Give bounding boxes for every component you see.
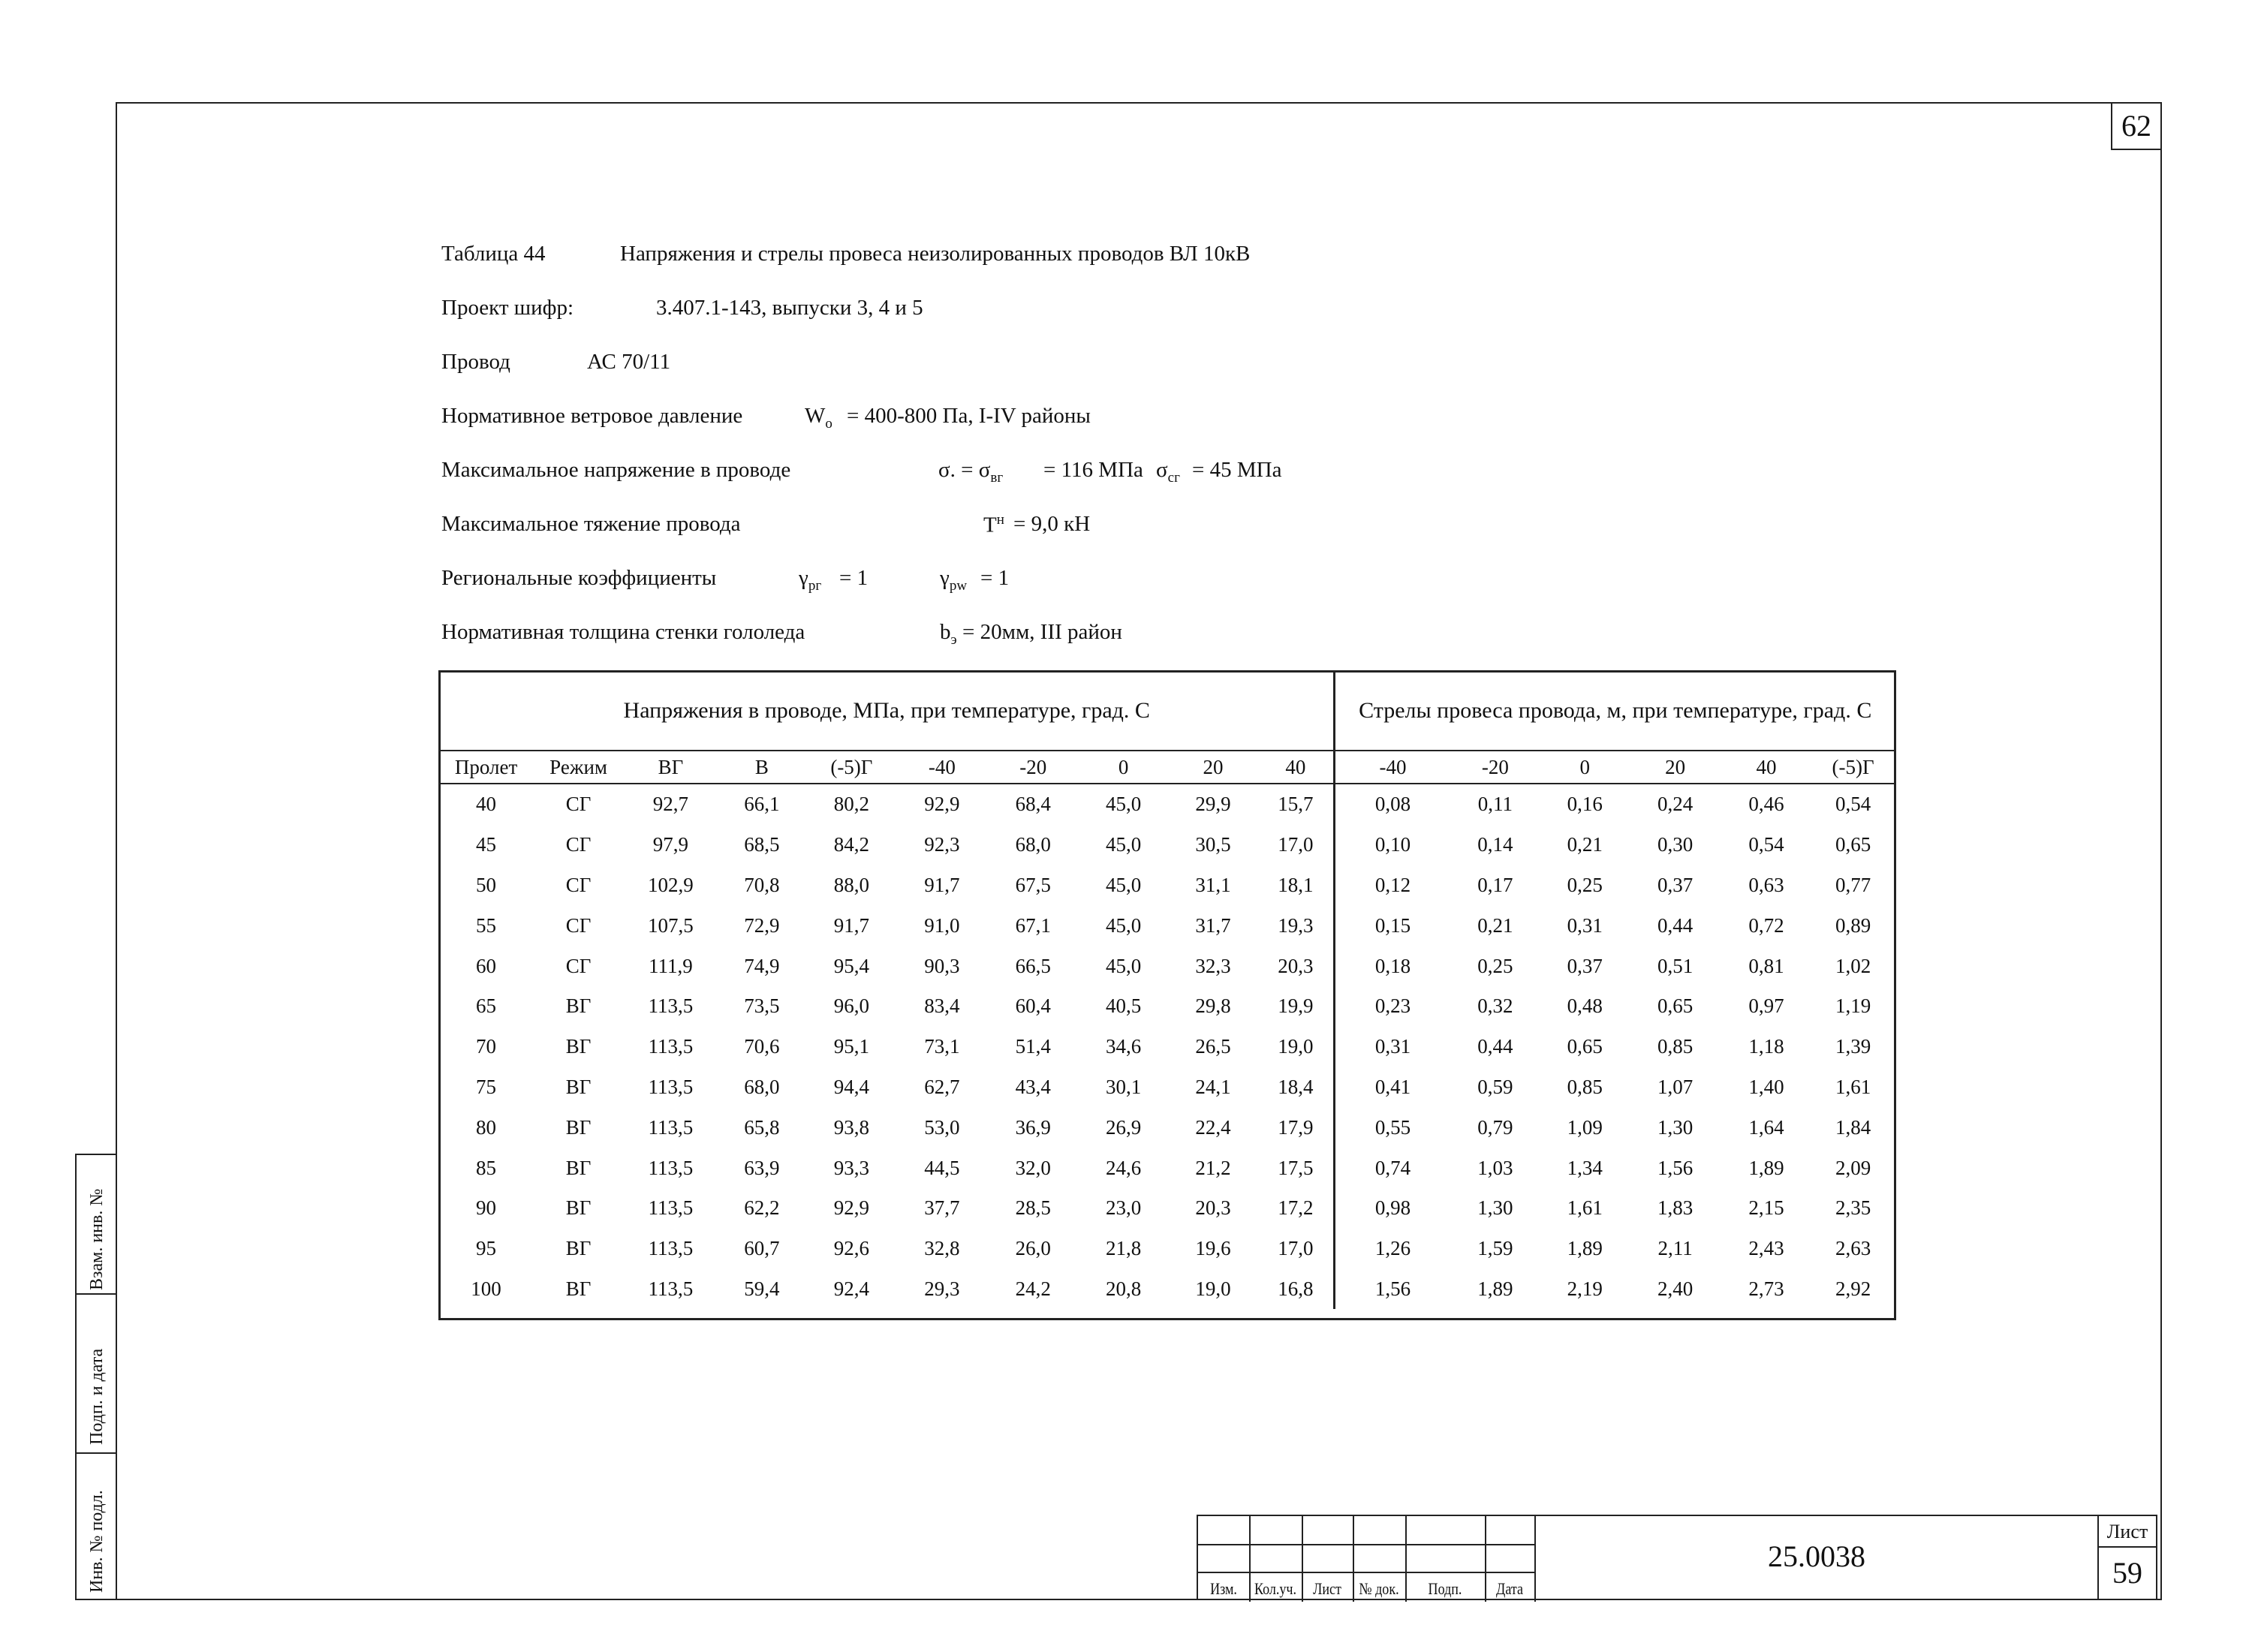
table-cell: 73,1 — [924, 1035, 960, 1058]
table-number: Таблица 44 — [441, 242, 546, 266]
table-cell: 0,59 — [1477, 1075, 1513, 1098]
table-cell: 92,6 — [833, 1237, 869, 1260]
table-cell: 0,30 — [1657, 833, 1694, 856]
table-cell: 40 — [476, 793, 497, 816]
table-cell: 60,4 — [1015, 995, 1051, 1018]
table-cell: 24,2 — [1015, 1277, 1051, 1300]
stamp-label-sign: Подп. — [1428, 1579, 1462, 1598]
table-cell: 113,5 — [648, 1196, 694, 1220]
table-cell: 0,37 — [1567, 954, 1603, 977]
table-cell: 0,14 — [1477, 833, 1513, 856]
table-cell: 0,08 — [1374, 793, 1411, 816]
sheet-number: 59 — [2112, 1556, 2142, 1590]
stamp-label-date: Дата — [1496, 1579, 1523, 1598]
table-row — [440, 1107, 1895, 1148]
table-cell: 85 — [476, 1156, 497, 1179]
table-cell: 66,1 — [744, 793, 780, 816]
column-header: (-5)Г — [807, 751, 896, 784]
table-cell: 43,4 — [1015, 1075, 1051, 1098]
table-cell: 0,74 — [1374, 1156, 1411, 1179]
table-cell: 67,1 — [1015, 913, 1051, 937]
table-cell: 0,31 — [1374, 1035, 1411, 1058]
table-cell: 19,0 — [1257, 1027, 1335, 1067]
table-cell: 113,5 — [648, 1115, 694, 1139]
table-cell: 1,40 — [1748, 1075, 1784, 1098]
tension-value: = 9,0 кН — [1013, 512, 1091, 536]
table-row — [440, 986, 1895, 1027]
ice-symbol: $b_э$ — [940, 620, 957, 648]
table-cell: 16,8 — [1257, 1269, 1335, 1310]
table-cell: 23,0 — [1105, 1196, 1142, 1220]
table-cell: 1,61 — [1835, 1075, 1871, 1098]
table-cell: 20,3 — [1257, 946, 1335, 986]
coef-value-2: = 1 — [980, 566, 1010, 590]
table-cell: 0,21 — [1567, 833, 1603, 856]
table-cell: 19,6 — [1195, 1237, 1231, 1260]
table-cell: 0,32 — [1477, 995, 1513, 1018]
table-cell: 96,0 — [833, 995, 869, 1018]
wind-value: = 400-800 Па, I-IV районы — [847, 404, 1091, 428]
table-cell: 1,59 — [1477, 1237, 1513, 1260]
table-cell: 63,9 — [744, 1156, 780, 1179]
table-cell: 75 — [476, 1075, 497, 1098]
table-cell: 1,64 — [1748, 1115, 1784, 1139]
table-cell: 90 — [476, 1196, 497, 1220]
ice-label: Нормативная толщина стенки гололеда — [441, 620, 805, 644]
table-cell: ВГ — [565, 1075, 592, 1098]
table-cell: 17,2 — [1257, 1188, 1335, 1229]
table-cell: 68,4 — [1015, 793, 1051, 816]
table-cell: 17,0 — [1257, 825, 1335, 865]
table-cell: 2,63 — [1835, 1237, 1871, 1260]
table-cell: 0,97 — [1748, 995, 1784, 1018]
table-cell: ВГ — [565, 995, 592, 1018]
table-cell: 0,54 — [1835, 793, 1871, 816]
table-cell: 2,15 — [1748, 1196, 1784, 1220]
table-cell: СГ — [565, 913, 592, 937]
column-header: В — [717, 751, 807, 784]
table-cell: 0,37 — [1657, 873, 1694, 896]
coef-value-1: = 1 — [839, 566, 869, 590]
table-cell: 0,85 — [1657, 1035, 1694, 1058]
table-cell: 2,43 — [1748, 1237, 1784, 1260]
table-cell: 24,6 — [1105, 1156, 1142, 1179]
wind-label: Нормативное ветровое давление — [441, 404, 743, 428]
table-cell: 92,4 — [833, 1277, 869, 1300]
table-cell: 45,0 — [1105, 873, 1142, 896]
table-cell: 0,15 — [1374, 913, 1411, 937]
table-cell: 55 — [476, 913, 497, 937]
table-cell: 30,1 — [1105, 1075, 1142, 1098]
table-cell: 1,07 — [1657, 1075, 1694, 1098]
table-cell: 19,9 — [1257, 986, 1335, 1027]
table-cell: 90,3 — [924, 954, 960, 977]
side-label-sign: Подп. и дата — [87, 1348, 107, 1445]
table-cell: 28,5 — [1015, 1196, 1051, 1220]
table-cell: 113,5 — [648, 1075, 694, 1098]
column-header: -40 — [1335, 751, 1450, 784]
column-header: -40 — [896, 751, 988, 784]
table-cell: 29,8 — [1195, 995, 1231, 1018]
wire-label: Провод — [441, 350, 510, 374]
ice-value: = 20мм, III район — [962, 620, 1122, 644]
stress-symbol-2: $\sigma_{сг}$ — [1156, 458, 1180, 486]
data-table — [440, 672, 1895, 1309]
table-cell: 0,54 — [1748, 833, 1784, 856]
table-cell: 0,17 — [1477, 873, 1513, 896]
stress-value-2: = 45 МПа — [1192, 458, 1282, 482]
table-cell: 0,21 — [1477, 913, 1513, 937]
table-cell: 1,18 — [1748, 1035, 1784, 1058]
table-row — [440, 865, 1895, 906]
sheet-label: Лист — [2099, 1516, 2156, 1548]
table-cell: 31,1 — [1195, 873, 1231, 896]
table-cell: 68,0 — [744, 1075, 780, 1098]
table-cell: 80,2 — [833, 793, 869, 816]
table-cell: 18,1 — [1257, 865, 1335, 906]
revision-grid — [1197, 1515, 1534, 1600]
table-cell: 93,3 — [833, 1156, 869, 1179]
table-cell: 107,5 — [648, 913, 694, 937]
table-cell: СГ — [565, 954, 592, 977]
table-cell: 0,31 — [1567, 913, 1603, 937]
coef-label: Региональные коэффициенты — [441, 566, 717, 590]
table-cell: ВГ — [565, 1035, 592, 1058]
side-cell-replace — [77, 1155, 116, 1295]
side-label-inv: Инв. № подл. — [87, 1490, 107, 1593]
coef-symbol-2: $\gamma_{pw}$ — [940, 566, 968, 594]
table-cell: 1,03 — [1477, 1156, 1513, 1179]
table-cell: 0,25 — [1477, 954, 1513, 977]
table-cell: 84,2 — [833, 833, 869, 856]
table-cell: 0,44 — [1657, 913, 1694, 937]
table-cell: 1,26 — [1374, 1237, 1411, 1260]
table-cell: 95,1 — [833, 1035, 869, 1058]
table-cell: 113,5 — [648, 1156, 694, 1179]
table-cell: 2,19 — [1567, 1277, 1603, 1300]
column-header: 40 — [1721, 751, 1811, 784]
table-cell: 88,0 — [833, 873, 869, 896]
tension-symbol: $T^н$ — [983, 512, 1004, 537]
column-header: 0 — [1078, 751, 1168, 784]
table-cell: 0,41 — [1374, 1075, 1411, 1098]
table-cell: 51,4 — [1015, 1035, 1051, 1058]
table-cell: 45,0 — [1105, 793, 1142, 816]
table-cell: 92,9 — [833, 1196, 869, 1220]
table-cell: 1,56 — [1657, 1156, 1694, 1179]
title-block — [1197, 1515, 2163, 1600]
table-cell: 92,7 — [652, 793, 689, 816]
table-cell: 1,89 — [1477, 1277, 1513, 1300]
project-value: 3.407.1-143, выпуски 3, 4 и 5 — [656, 296, 923, 320]
side-label-replace: Взам. инв. № — [87, 1188, 107, 1290]
table-cell: 45,0 — [1105, 833, 1142, 856]
stress-group-header: Напряжения в проводе, МПа, при температуре, град. С — [440, 672, 1335, 751]
table-cell: 45 — [476, 833, 497, 856]
table-cell: 26,5 — [1195, 1035, 1231, 1058]
table-cell: 20,8 — [1105, 1277, 1142, 1300]
table-cell: 113,5 — [648, 1035, 694, 1058]
table-cell: СГ — [565, 833, 592, 856]
tension-label: Максимальное тяжение провода — [441, 512, 741, 536]
table-cell: 0,23 — [1374, 995, 1411, 1018]
table-cell: 34,6 — [1105, 1035, 1142, 1058]
sheet-box — [2097, 1515, 2157, 1600]
column-header: -20 — [1450, 751, 1540, 784]
column-header: 40 — [1257, 751, 1335, 784]
table-cell: 97,9 — [652, 833, 689, 856]
table-row — [440, 1269, 1895, 1310]
table-cell: 0,65 — [1657, 995, 1694, 1018]
table-cell: 2,11 — [1657, 1237, 1693, 1260]
table-row — [440, 1229, 1895, 1269]
table-cell: 0,85 — [1567, 1075, 1603, 1098]
stress-value-1: = 116 МПа — [1043, 458, 1143, 482]
table-title: Напряжения и стрелы провеса неизолированных проводов ВЛ 10кВ — [620, 242, 1251, 266]
column-header: 20 — [1629, 751, 1721, 784]
table-cell: 36,9 — [1015, 1115, 1051, 1139]
table-cell: ВГ — [565, 1277, 592, 1300]
table-cell: 30,5 — [1195, 833, 1231, 856]
table-row — [440, 946, 1895, 986]
table-row — [440, 1148, 1895, 1188]
table-cell: 1,83 — [1657, 1196, 1694, 1220]
table-cell: 19,0 — [1195, 1277, 1231, 1300]
table-cell: 29,9 — [1195, 793, 1231, 816]
column-header: ВГ — [625, 751, 717, 784]
table-cell: 0,18 — [1374, 954, 1411, 977]
table-cell: 21,8 — [1105, 1237, 1142, 1260]
stamp-label-doc: № док. — [1359, 1579, 1399, 1598]
table-cell: 1,30 — [1657, 1115, 1694, 1139]
table-row — [440, 905, 1895, 946]
table-cell: 44,5 — [924, 1156, 960, 1179]
table-row — [440, 784, 1895, 825]
table-cell: 0,48 — [1567, 995, 1603, 1018]
table-cell: ВГ — [565, 1237, 592, 1260]
stamp-label-change: Изм. — [1210, 1579, 1237, 1598]
table-cell: 0,11 — [1477, 793, 1513, 816]
table-cell: 20,3 — [1195, 1196, 1231, 1220]
table-cell: 0,98 — [1374, 1196, 1411, 1220]
table-cell: 113,5 — [648, 1277, 694, 1300]
table-cell: 2,40 — [1657, 1277, 1694, 1300]
table-cell: 0,65 — [1835, 833, 1871, 856]
table-cell: 32,8 — [924, 1237, 960, 1260]
table-cell: 2,35 — [1835, 1196, 1871, 1220]
table-cell: 1,30 — [1477, 1196, 1513, 1220]
table-cell: ВГ — [565, 1115, 592, 1139]
table-cell: 95,4 — [833, 954, 869, 977]
table-cell: 62,7 — [924, 1075, 960, 1098]
stress-symbol: σ. = $\sigma_{вг}$ — [938, 458, 1004, 486]
stamp-label-count: Кол.уч. — [1254, 1579, 1297, 1598]
table-cell: 66,5 — [1015, 954, 1051, 977]
table-cell: 62,2 — [744, 1196, 780, 1220]
table-cell: 19,3 — [1257, 905, 1335, 946]
table-cell: 0,89 — [1835, 913, 1871, 937]
table-cell: 0,55 — [1374, 1115, 1411, 1139]
page-number: 62 — [2111, 102, 2162, 150]
table-cell: 22,4 — [1195, 1115, 1231, 1139]
table-cell: 72,9 — [744, 913, 780, 937]
table-cell: 2,92 — [1835, 1277, 1871, 1300]
table-cell: 70 — [476, 1035, 497, 1058]
table-cell: 0,10 — [1374, 833, 1411, 856]
table-cell: 0,72 — [1748, 913, 1784, 937]
table-cell: 59,4 — [744, 1277, 780, 1300]
table-cell: 18,4 — [1257, 1067, 1335, 1108]
table-cell: 0,81 — [1748, 954, 1784, 977]
table-cell: 91,7 — [924, 873, 960, 896]
table-cell: 95 — [476, 1237, 497, 1260]
table-cell: 1,39 — [1835, 1035, 1871, 1058]
wire-value: АС 70/11 — [587, 350, 671, 374]
document-code: 25.0038 — [1534, 1515, 2099, 1600]
column-header: 0 — [1540, 751, 1629, 784]
side-cell-inv — [77, 1454, 116, 1600]
table-cell: 40,5 — [1105, 995, 1142, 1018]
table-cell: 17,0 — [1257, 1229, 1335, 1269]
table-cell: 60 — [476, 954, 497, 977]
table-cell: 32,3 — [1195, 954, 1231, 977]
table-cell: 65 — [476, 995, 497, 1018]
table-cell: 17,9 — [1257, 1107, 1335, 1148]
table-row — [440, 1067, 1895, 1108]
table-cell: 0,51 — [1657, 954, 1694, 977]
wind-symbol: $W_o$ — [805, 404, 832, 432]
table-cell: 0,16 — [1567, 793, 1603, 816]
table-cell: 1,61 — [1567, 1196, 1603, 1220]
table-cell: 91,7 — [833, 913, 869, 937]
table-cell: 113,5 — [648, 1237, 694, 1260]
table-cell: 2,73 — [1748, 1277, 1784, 1300]
table-cell: 21,2 — [1195, 1156, 1231, 1179]
table-cell: 0,25 — [1567, 873, 1603, 896]
table-cell: 0,77 — [1835, 873, 1871, 896]
table-cell: 15,7 — [1257, 784, 1335, 825]
table-row — [440, 1188, 1895, 1229]
table-cell: 70,8 — [744, 873, 780, 896]
table-cell: ВГ — [565, 1156, 592, 1179]
table-cell: 65,8 — [744, 1115, 780, 1139]
table-cell: 29,3 — [924, 1277, 960, 1300]
column-header: -20 — [988, 751, 1078, 784]
table-cell: 1,02 — [1835, 954, 1871, 977]
table-cell: 2,09 — [1835, 1156, 1871, 1179]
table-cell: 68,5 — [744, 833, 780, 856]
side-stamp — [75, 1154, 117, 1600]
table-cell: 100 — [471, 1277, 501, 1300]
column-header: Пролет — [440, 751, 532, 784]
table-row — [440, 825, 1895, 865]
table-cell: 1,09 — [1567, 1115, 1603, 1139]
table-cell: 0,24 — [1657, 793, 1694, 816]
table-cell: 94,4 — [833, 1075, 869, 1098]
table-cell: 0,65 — [1567, 1035, 1603, 1058]
table-cell: 1,56 — [1374, 1277, 1411, 1300]
stamp-label-sheet: Лист — [1313, 1579, 1341, 1598]
table-cell: 1,89 — [1567, 1237, 1603, 1260]
table-cell: 45,0 — [1105, 913, 1142, 937]
table-cell: 1,34 — [1567, 1156, 1603, 1179]
sag-group-header: Стрелы провеса провода, м, при температуре, град. С — [1335, 672, 1895, 751]
table-cell: 0,63 — [1748, 873, 1784, 896]
table-cell: 113,5 — [648, 995, 694, 1018]
side-cell-sign — [77, 1295, 116, 1454]
table-cell: 37,7 — [924, 1196, 960, 1220]
table-cell: 24,1 — [1195, 1075, 1231, 1098]
table-cell: 60,7 — [744, 1237, 780, 1260]
table-cell: 1,84 — [1835, 1115, 1871, 1139]
table-cell: 1,19 — [1835, 995, 1871, 1018]
table-cell: 73,5 — [744, 995, 780, 1018]
table-cell: 91,0 — [924, 913, 960, 937]
table-cell: 26,9 — [1105, 1115, 1142, 1139]
table-cell: 92,9 — [924, 793, 960, 816]
table-cell: ВГ — [565, 1196, 592, 1220]
table-cell: 17,5 — [1257, 1148, 1335, 1188]
table-cell: 26,0 — [1015, 1237, 1051, 1260]
table-cell: 80 — [476, 1115, 497, 1139]
table-cell: 31,7 — [1195, 913, 1231, 937]
table-cell: СГ — [565, 793, 592, 816]
table-cell: 53,0 — [924, 1115, 960, 1139]
table-cell: 102,9 — [648, 873, 694, 896]
table-cell: 50 — [476, 873, 497, 896]
table-cell: 45,0 — [1105, 954, 1142, 977]
table-cell: 92,3 — [924, 833, 960, 856]
table-cell: 32,0 — [1015, 1156, 1051, 1179]
table-cell: 0,44 — [1477, 1035, 1513, 1058]
table-cell: СГ — [565, 873, 592, 896]
coef-symbol-1: $\gamma_{рг}$ — [799, 566, 822, 594]
stress-label: Максимальное напряжение в проводе — [441, 458, 791, 482]
table-cell: 0,79 — [1477, 1115, 1513, 1139]
table-cell: 67,5 — [1015, 873, 1051, 896]
table-cell: 83,4 — [924, 995, 960, 1018]
table-cell: 1,89 — [1748, 1156, 1784, 1179]
table-cell: 111,9 — [649, 954, 693, 977]
table-cell: 74,9 — [744, 954, 780, 977]
column-header: 20 — [1169, 751, 1257, 784]
table-cell: 93,8 — [833, 1115, 869, 1139]
project-label: Проект шифр: — [441, 296, 574, 320]
table-cell: 70,6 — [744, 1035, 780, 1058]
column-header: Режим — [532, 751, 625, 784]
table-row — [440, 1027, 1895, 1067]
column-header: (-5)Г — [1811, 751, 1895, 784]
table-cell: 68,0 — [1015, 833, 1051, 856]
table-cell: 0,12 — [1374, 873, 1411, 896]
table-cell: 0,46 — [1748, 793, 1784, 816]
